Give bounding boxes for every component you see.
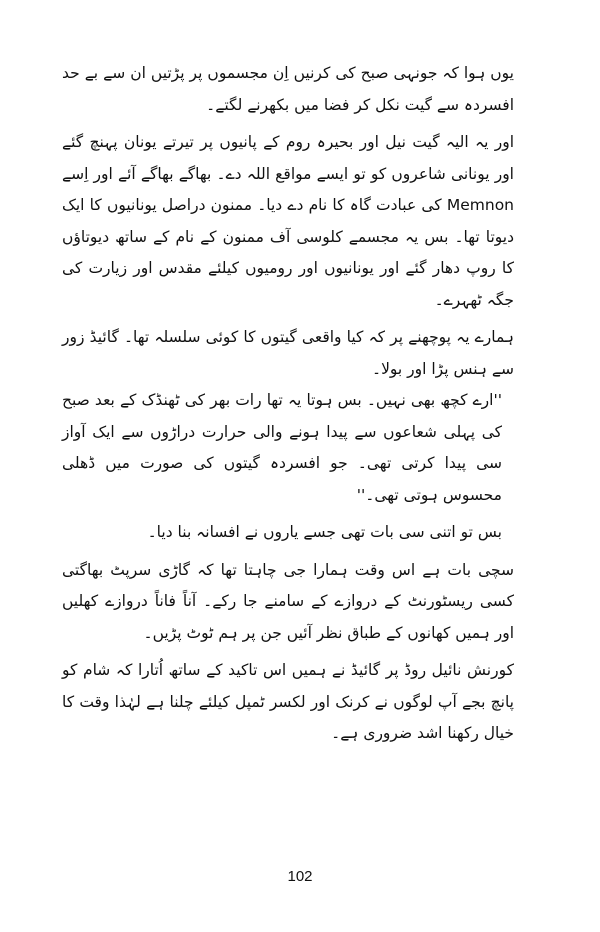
paragraph: سچی بات ہے اس وقت ہمارا جی چاہتا تھا کہ گاڑی سرپٹ بھاگتی کسی ریسٹورنٹ کے دروازے کے سامنے جا رکے۔ آناً فاناً دروازے کھلیں اور ہمیں کھانوں کے طباق نظر آئیں جن پر ہم ٹوٹ پڑیں۔ <box>62 560 514 642</box>
paragraph: اور یہ الیہ گیت نیل اور بحیرہ روم کے پانیوں پر تیرتے یونان پہنچ گئے اور یونانی شاعروں کو تو ایسے مواقع اللہ دے۔ بھاگے بھاگے آئے اور اِسے Memnon کی عبادت گاہ کا نام دے دیا۔ ممنون دراصل یونانیوں کا ایک دیوتا تھا۔ بس یہ مجسمے کلوسی آف ممنون کے نام کے ساتھ دیوتاؤں کا روپ دھار گئے اور یونانیوں اور رومیوں کیلئے مقدس اور زیارت کی جگہ ٹھہرے۔ <box>62 133 514 309</box>
paragraph: ''ارے کچھ بھی نہیں۔ بس ہوتا یہ تھا رات بھر کی ٹھنڈک کے بعد صبح کی پہلی شعاعوں سے پیدا ہونے والی حرارت دراڑوں سے ایک آواز سی پیدا کرتی تھی۔ جو افسردہ گیتوں کی صورت میں ڈھلی محسوس ہوتی تھی۔'' <box>62 391 502 504</box>
paragraph: ہمارے یہ پوچھنے پر کہ کیا واقعی گیتوں کا کوئی سلسلہ تھا۔ گائیڈ زور سے ہنس پڑا اور بولا۔ <box>62 328 514 378</box>
paragraph: یوں ہوا کہ جونہی صبح کی کرنیں اِن مجسموں پر پڑتیں ان سے بے حد افسردہ سے گیت نکل کر فضا میں بکھرنے لگتے۔ <box>62 64 514 114</box>
body-text <box>62 58 514 750</box>
paragraph: کورنش نائیل روڈ پر گائیڈ نے ہمیں اس تاکید کے ساتھ اُتارا کہ شام کو پانچ بجے آپ لوگوں نے کرنک اور لکسر ٹمپل کیلئے چلنا ہے لہٰذا وقت کا خیال رکھنا اشد ضروری ہے۔ <box>62 661 514 742</box>
page-number: 102 <box>287 868 313 885</box>
paragraph: بس تو اتنی سی بات تھی جسے یاروں نے افسانہ بنا دیا۔ <box>147 523 502 541</box>
